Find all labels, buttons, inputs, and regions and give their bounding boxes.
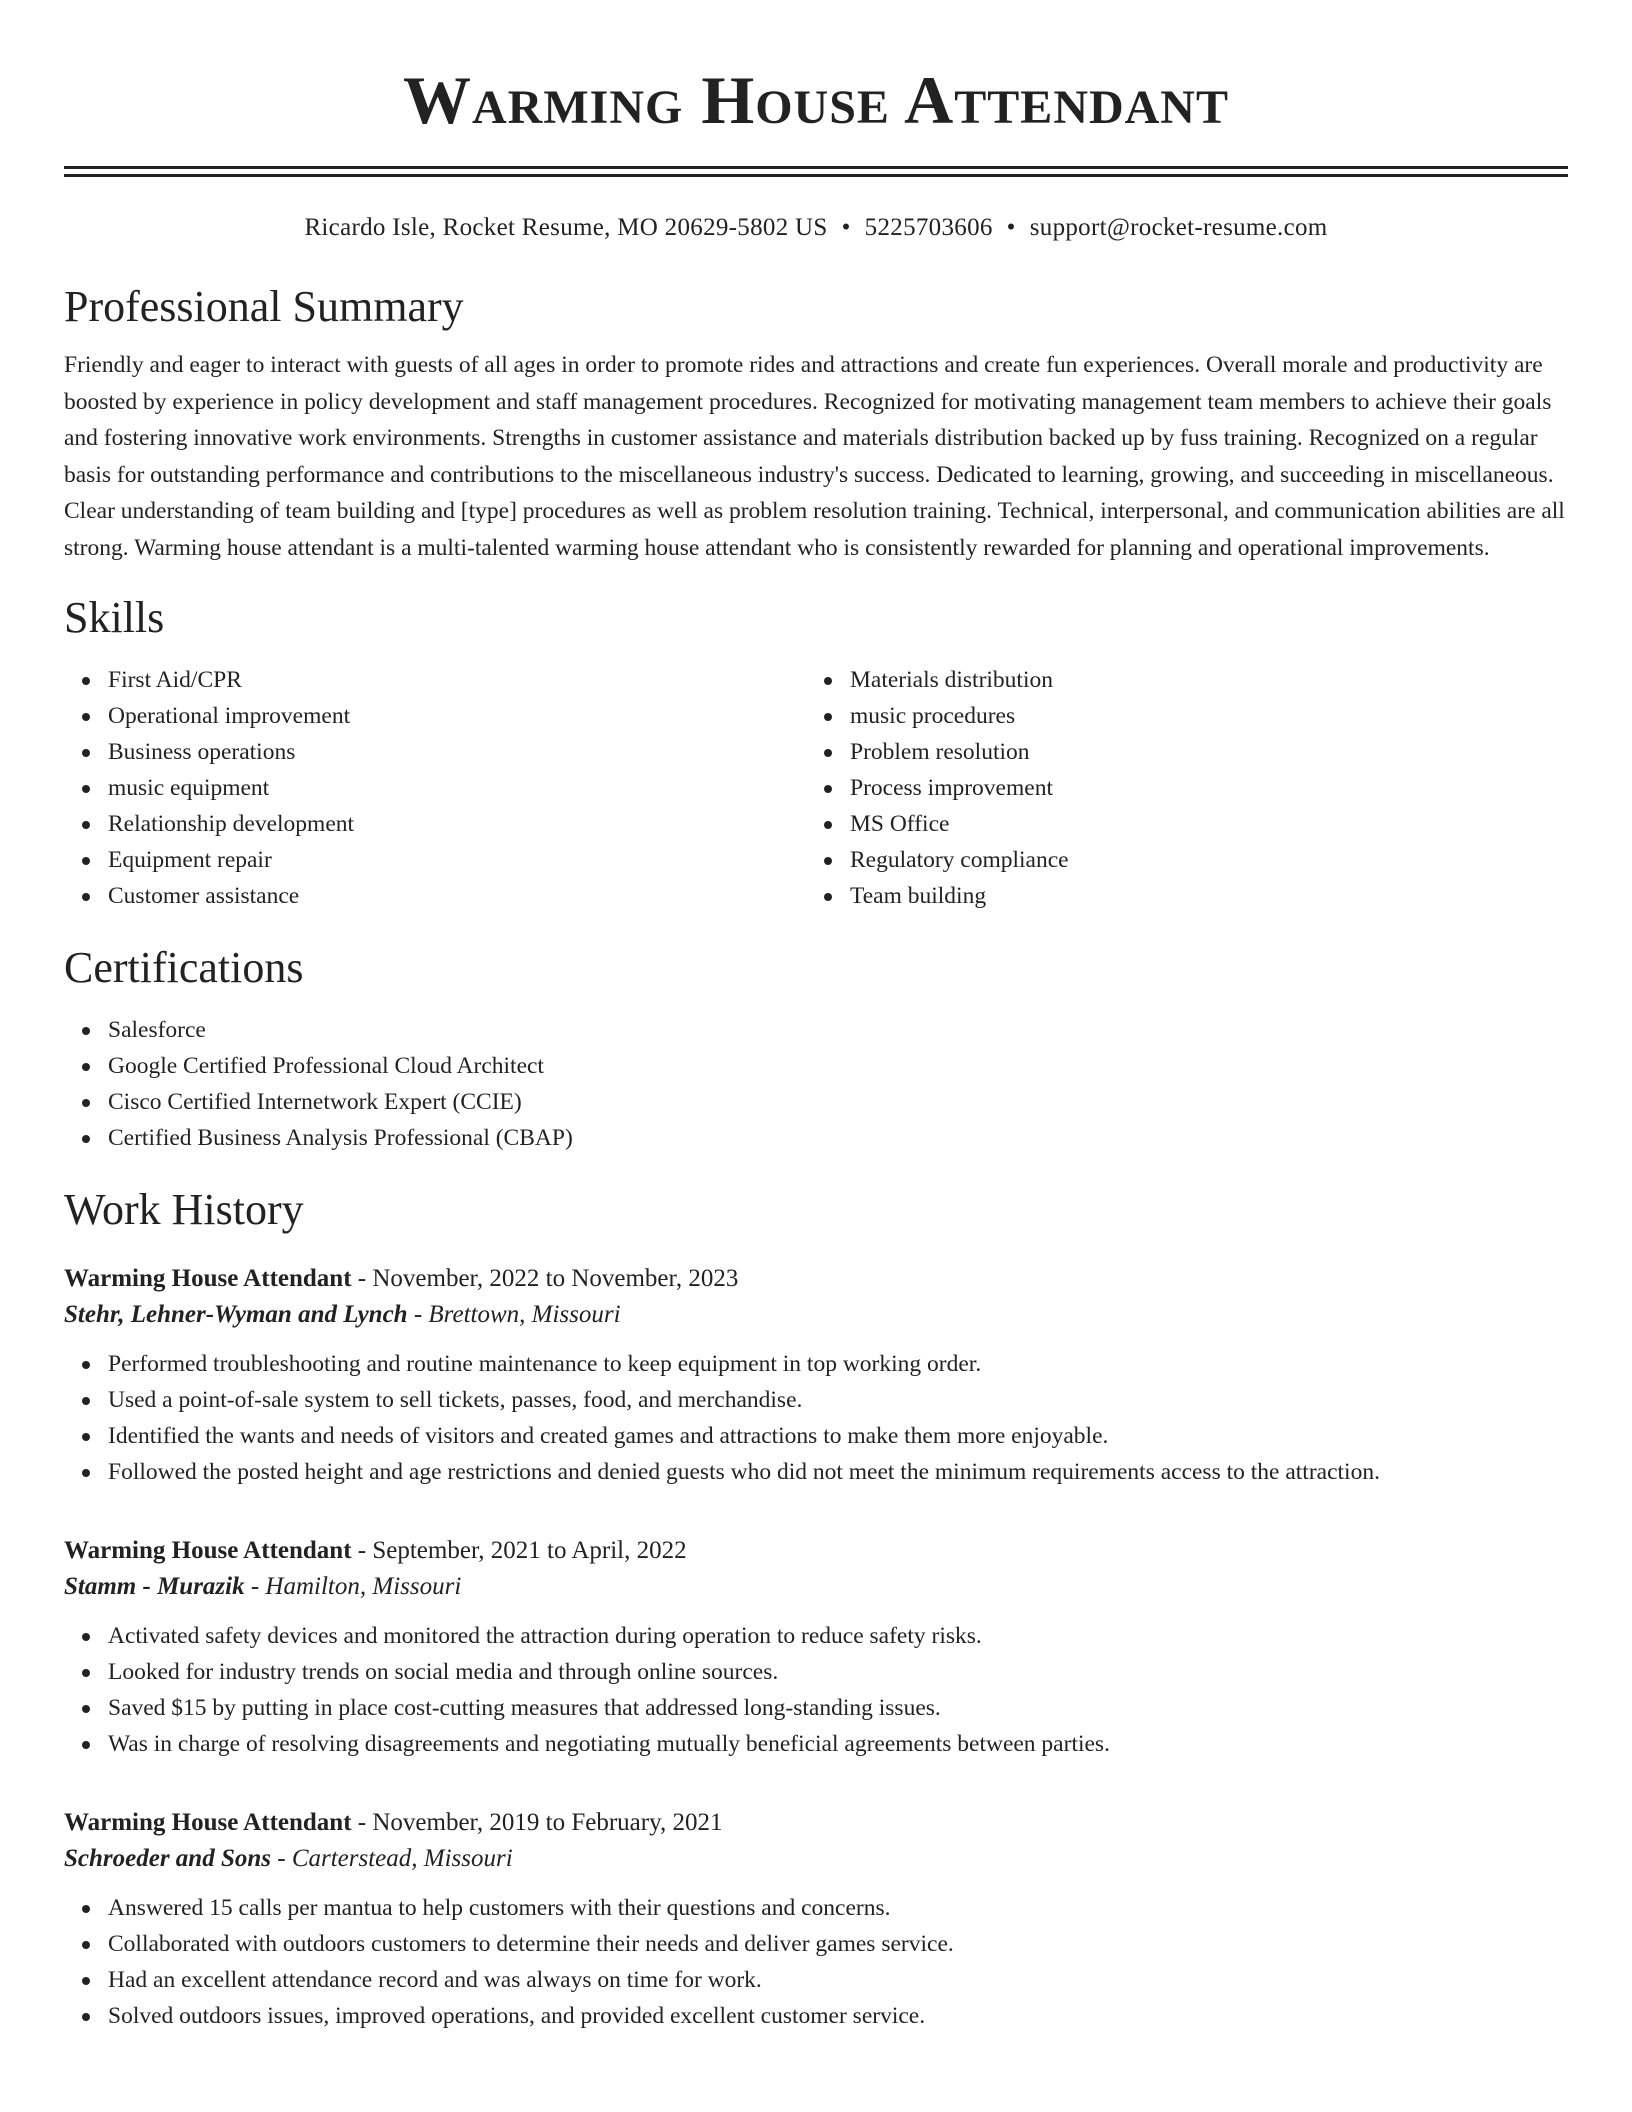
skills-left-column: [64, 662, 806, 914]
job-location: - Carterstead, Missouri: [271, 1845, 513, 1872]
job-bullet: Answered 15 calls per mantua to help customers with their questions and concerns.: [108, 1890, 1568, 1926]
job-bullet-list: [64, 1618, 1568, 1762]
skills-heading: Skills: [64, 593, 165, 642]
job-location: - Hamilton, Missouri: [244, 1573, 462, 1600]
contact-email: support@rocket-resume.com: [1029, 214, 1328, 241]
job-bullet: Had an excellent attendance record and was always on time for work.: [108, 1962, 1568, 1998]
skill-item: Operational improvement: [108, 698, 806, 734]
job-bullet: Was in charge of resolving disagreements and negotiating mutually beneficial agreements between parties.: [108, 1726, 1568, 1762]
resume-title: Warming House Attendant: [403, 62, 1229, 138]
job-company: Schroeder and Sons: [64, 1845, 271, 1872]
job-dates: - November, 2022 to November, 2023: [351, 1265, 739, 1292]
summary-text: Friendly and eager to interact with guests of all ages in order to promote rides and attractions and create fun experiences. Overall morale and productivity are boosted by experience in policy development and staff management procedures. Recognized for motivating management team members to achieve their goals and fostering innovative work environments. Strengths in customer assistance and materials distribution backed up by fuss training. Recognized on a regular basis for outstanding performance and contributions to the miscellaneous industry's success. Dedicated to learning, growing, and succeeding in miscellaneous. Clear understanding of team building and [type] procedures as well as problem resolution training. Technical, interpersonal, and communication abilities are all strong. Warming house attendant is a multi-talented warming house attendant who is consistently rewarded for planning and operational improvements.: [64, 352, 1565, 561]
certification-item: Certified Business Analysis Professional (CBAP): [108, 1120, 1568, 1156]
certification-item: Google Certified Professional Cloud Architect: [108, 1048, 1568, 1084]
contact-line: [64, 213, 1568, 243]
skill-item: music equipment: [108, 770, 806, 806]
job-bullet: Activated safety devices and monitored the attraction during operation to reduce safety risks.: [108, 1618, 1568, 1654]
summary-heading: Professional Summary: [64, 282, 464, 331]
title-double-rule: [64, 166, 1568, 177]
job-header: [64, 1534, 1568, 1568]
skill-item: Business operations: [108, 734, 806, 770]
certification-item: Salesforce: [108, 1012, 1568, 1048]
certifications-list: [64, 1012, 1568, 1156]
job-dates: - September, 2021 to April, 2022: [351, 1537, 687, 1564]
job-bullet: Used a point-of-sale system to sell tickets, passes, food, and merchandise.: [108, 1382, 1568, 1418]
skill-item: Problem resolution: [850, 734, 1548, 770]
job-bullet: Looked for industry trends on social media and through online sources.: [108, 1654, 1568, 1690]
work-history-heading: Work History: [64, 1185, 304, 1234]
job-employer: [64, 1840, 1568, 1878]
skill-item: MS Office: [850, 806, 1548, 842]
job-bullet: Saved $15 by putting in place cost-cutting measures that addressed long-standing issues.: [108, 1690, 1568, 1726]
job-bullet-list: [64, 1890, 1568, 2034]
job-header: [64, 1806, 1568, 1840]
skills-right-list: [806, 662, 1548, 914]
contact-separator: •: [841, 214, 851, 241]
job-bullet: Performed troubleshooting and routine maintenance to keep equipment in top working order.: [108, 1346, 1568, 1382]
job-location: - Brettown, Missouri: [407, 1301, 621, 1328]
job-bullet: Identified the wants and needs of visitors and created games and attractions to make them more enjoyable.: [108, 1418, 1568, 1454]
job-company: Stamm - Murazik: [64, 1573, 245, 1600]
skill-item: First Aid/CPR: [108, 662, 806, 698]
job-bullet: Followed the posted height and age restrictions and denied guests who did not meet the minimum requirements access to the attraction.: [108, 1454, 1568, 1490]
skill-item: music procedures: [850, 698, 1548, 734]
skill-item: Process improvement: [850, 770, 1548, 806]
job-role: Warming House Attendant: [64, 1809, 352, 1836]
contact-separator: •: [1006, 214, 1016, 241]
job-entry: [64, 1806, 1568, 2034]
job-role: Warming House Attendant: [64, 1537, 352, 1564]
certifications-heading: Certifications: [64, 943, 304, 992]
skill-item: Materials distribution: [850, 662, 1548, 698]
skill-item: Customer assistance: [108, 878, 806, 914]
certification-item: Cisco Certified Internetwork Expert (CCIE): [108, 1084, 1568, 1120]
skill-item: Equipment repair: [108, 842, 806, 878]
job-bullet-list: [64, 1346, 1568, 1490]
skills-left-list: [64, 662, 806, 914]
job-entry: [64, 1534, 1568, 1762]
job-bullet: Collaborated with outdoors customers to determine their needs and deliver games service.: [108, 1926, 1568, 1962]
job-company: Stehr, Lehner-Wyman and Lynch: [64, 1301, 408, 1328]
skills-right-column: [806, 662, 1548, 914]
contact-address: Ricardo Isle, Rocket Resume, MO 20629-5802 US: [304, 214, 828, 241]
job-employer: [64, 1296, 1568, 1334]
job-employer: [64, 1568, 1568, 1606]
skill-item: Relationship development: [108, 806, 806, 842]
skill-item: Regulatory compliance: [850, 842, 1548, 878]
skill-item: Team building: [850, 878, 1548, 914]
job-role: Warming House Attendant: [64, 1265, 352, 1292]
job-entry: [64, 1262, 1568, 1490]
job-bullet: Solved outdoors issues, improved operations, and provided excellent customer service.: [108, 1998, 1568, 2034]
contact-phone: 5225703606: [864, 214, 993, 241]
job-header: [64, 1262, 1568, 1296]
skills-columns: [64, 662, 1568, 914]
job-dates: - November, 2019 to February, 2021: [351, 1809, 723, 1836]
